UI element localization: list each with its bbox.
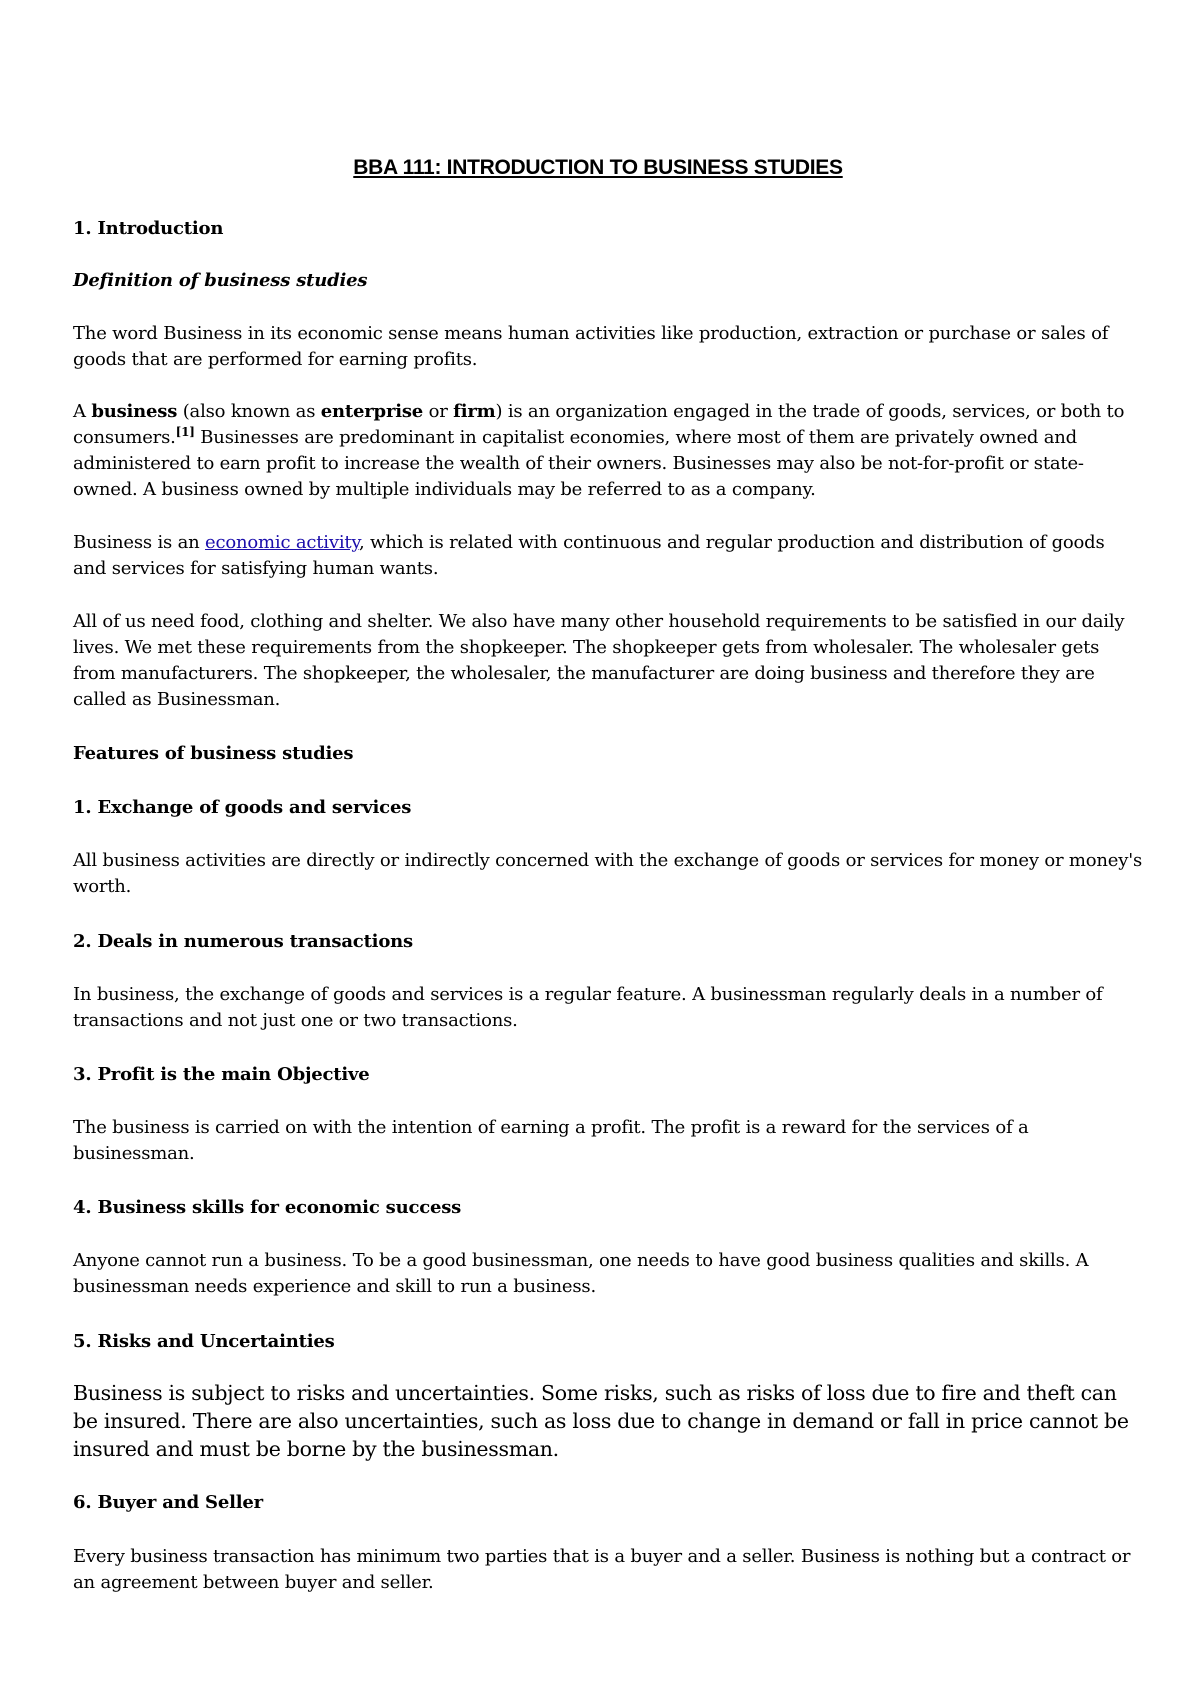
text-run: Businesses are predominant in capitalist economies, where most of them are privately owned and administered to earn profit to increase the wealth of their owners. Businesses may also be not-for-profit or state-owned. A business owned by multiple individuals may be referred to as a company. [73,427,1084,500]
feature-text: Anyone cannot run a business. To be a good businessman, one needs to have good business qualities and skills. A businessman needs experience and skill to run a business. [73,1250,1089,1297]
text-run: Business is an [73,532,206,553]
intro-heading: 1. Introduction [73,218,224,239]
paragraph-business-definition [73,399,1143,503]
term-business: business [91,401,178,422]
feature-text: In business, the exchange of goods and services is a regular feature. A businessman regularly deals in a number of transactions and not just one or two transactions. [73,984,1103,1031]
definition-heading: Definition of business studies [73,270,368,291]
feature-text: All business activities are directly or indirectly concerned with the exchange of goods or services for money or money's worth. [73,850,1142,897]
citation-reference[interactable]: [1] [175,425,195,439]
paragraph-economic-activity [73,530,1143,582]
document-title: BBA 111: INTRODUCTION TO BUSINESS STUDIES [353,156,843,179]
feature-heading: 4. Business skills for economic success [73,1197,462,1218]
text-run: ) is an organization engaged in the trade of goods, services, or both to consumers. [73,401,1125,448]
feature-text: Business is subject to risks and uncertainties. Some risks, such as risks of loss due to fire and theft can be insured. There are also uncertainties, such as loss due to change in demand or fall in price cannot be insured and must be borne by the businessman. [73,1381,1129,1461]
feature-text: The business is carried on with the intention of earning a profit. The profit is a reward for the services of a businessman. [73,1117,1029,1164]
term-firm: firm [453,401,496,422]
feature-heading: 5. Risks and Uncertainties [73,1331,335,1352]
economic-activity-link[interactable]: economic activity [205,532,359,553]
feature-text: Every business transaction has minimum two parties that is a buyer and a seller. Business is nothing but a contract or an agreement between buyer and seller. [73,1546,1131,1593]
feature-heading: 2. Deals in numerous transactions [73,931,413,952]
text-run: (also known as [177,401,321,422]
feature-heading: 3. Profit is the main Objective [73,1064,370,1085]
paragraph-all-of-us: All of us need food, clothing and shelter. We also have many other household requirements to be satisfied in our daily lives. We met these requirements from the shopkeeper. The shopkeeper gets from wholesaler. The wholesaler gets from manufacturers. The shopkeeper, the wholesaler, the manufacturer are doing business and therefore they are called as Businessman. [73,611,1125,710]
term-enterprise: enterprise [320,401,424,422]
feature-heading: 6. Buyer and Seller [73,1492,263,1513]
text-run: or [423,401,454,422]
features-heading: Features of business studies [73,743,354,764]
text-run: , which is related with continuous and regular production and distribution of goods and services for satisfying human wants. [73,532,1105,579]
feature-heading: 1. Exchange of goods and services [73,797,412,818]
text-run: A [73,401,92,422]
paragraph-word-business: The word Business in its economic sense means human activities like production, extraction or purchase or sales of goods that are performed for earning profits. [73,323,1109,370]
